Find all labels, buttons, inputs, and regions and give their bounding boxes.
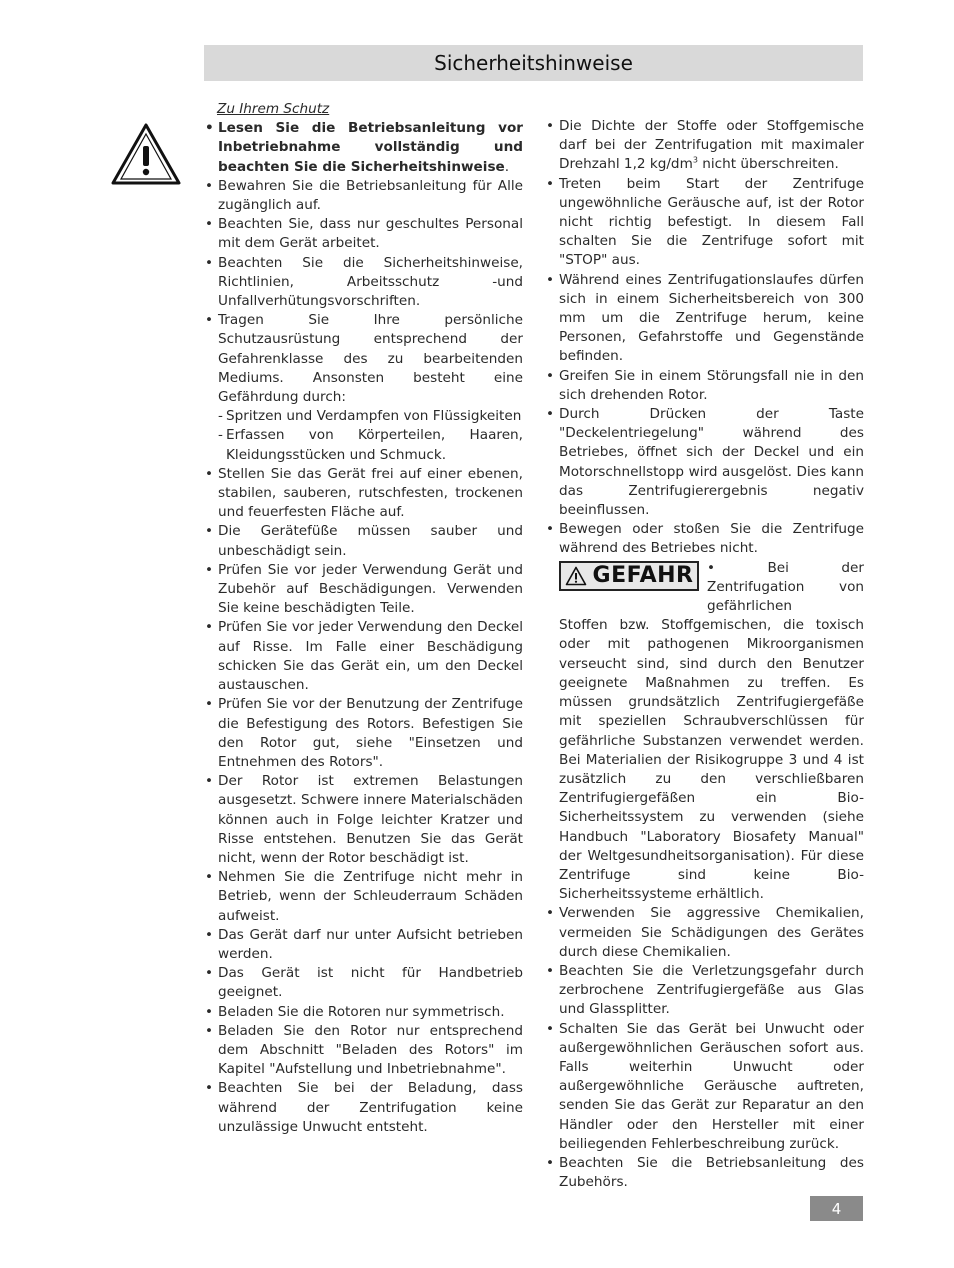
sub-list-item: - Erfassen von Körperteilen, Haaren, Kleidungsstücken und Schmuck.: [218, 427, 523, 463]
list-item: • Greifen Sie in einem Störungsfall nie in den sich drehenden Rotor.: [544, 367, 864, 405]
superscript: 3: [692, 155, 698, 165]
section-header-bar: [204, 45, 863, 81]
list-item: • Lesen Sie die Betriebsanleitung vor Inbetriebnahme vollständig und beachten Sie die Sicherheitshinweise.: [203, 119, 523, 177]
subheading: Zu Ihrem Schutz: [217, 101, 330, 117]
page-title: Sicherheitshinweise: [434, 51, 633, 75]
list-item: • Das Gerät ist nicht für Handbetrieb geeignet.: [203, 964, 523, 1002]
danger-label: GEFAHR: [592, 563, 694, 589]
left-column: [203, 100, 523, 1137]
list-item: • Tragen Sie Ihre persönliche Schutzausrüstung entsprechend der Gefahrenklasse des zu bearbeitenden Mediums. Ansonsten besteht eine Gefährdung durch:: [203, 311, 523, 407]
danger-badge: [559, 561, 699, 591]
list-item: • Stellen Sie das Gerät frei auf einer ebenen, stabilen, sauberen, rutschfesten, trockenen und feuerfesten Fläche auf.: [203, 465, 523, 523]
list-item: • Beachten Sie die Verletzungsgefahr durch zerbrochene Zentrifugiergefäße aus Glas und Glassplitter.: [544, 962, 864, 1020]
list-item: • Bewahren Sie die Betriebsanleitung für Alle zugänglich auf.: [203, 177, 523, 215]
warning-triangle-icon: [110, 122, 182, 186]
list-item: • Die Gerätefüße müssen sauber und unbeschädigt sein.: [203, 522, 523, 560]
list-item: • Prüfen Sie vor jeder Verwendung Gerät und Zubehör auf Beschädigungen. Verwenden Sie keine beschädigten Teile.: [203, 561, 523, 619]
list-item: • Verwenden Sie aggressive Chemikalien, vermeiden Sie Schädigungen des Gerätes durch diese Chemikalien.: [544, 904, 864, 962]
list-item: • Schalten Sie das Gerät bei Unwucht oder außergewöhnlichen Geräuschen sofort aus. Falls weiterhin Unwucht oder außergewöhnliche Geräusche auftreten, senden Sie das Gerät zur Reparatur an den Händler oder den Hersteller mit einer beiliegenden Fehlerbeschreibung zurück.: [544, 1020, 864, 1154]
right-column: [544, 117, 864, 1192]
list-item: • Prüfen Sie vor der Benutzung der Zentrifuge die Befestigung des Rotors. Befestigen Sie den Rotor gut, siehe "Einsetzen und Entnehmen des Rotors".: [203, 695, 523, 772]
danger-text: Stoffen bzw. Stoffgemischen, die toxisch oder mit pathogenen Mikroorganismen verseucht sind, sind durch den Benutzer geeignete Maßnahmen zu treffen. Es müssen grundsätzlich Zentrifugiergefäße mit speziellen Schraubverschlüssen für gefährliche Substanzen verwendet werden. Bei Materialien der Risikogruppe 3 und 4 ist zusätzlich zu den verschließbaren Zentrifugiergefäßen ein Bio-Sicherheitssystem zu verwenden (siehe Handbuch "Laboratory Biosafety Manual" der Weltgesundheitsorganisation). Für diese Zentrifuge sind keine Bio-Sicherheitssysteme erhältlich.: [559, 617, 864, 903]
list-item: • Beladen Sie den Rotor nur entsprechend dem Abschnitt "Beladen des Rotors" im Kapitel "Aufstellung und Inbetriebnahme".: [203, 1022, 523, 1080]
danger-text-start: • Bei der Zentrifugation von gefährlichen: [707, 559, 864, 615]
list-item: • Beachten Sie bei der Beladung, dass während der Zentrifugation keine unzulässige Unwucht entsteht.: [203, 1079, 523, 1137]
danger-notice: [544, 559, 864, 905]
sub-list-item: - Spritzen und Verdampfen von Flüssigkeiten: [218, 408, 522, 425]
list-item: • Prüfen Sie vor jeder Verwendung den Deckel auf Risse. Im Falle einer Beschädigung schicken Sie das Gerät ein, um den Deckel austauschen.: [203, 618, 523, 695]
list-item: • Bewegen oder stoßen Sie die Zentrifuge während des Betriebes nicht.: [544, 520, 864, 558]
list-item: • Beachten Sie die Sicherheitshinweise, Richtlinien, Arbeitsschutz -und Unfallverhütungsvorschriften.: [203, 254, 523, 312]
list-item: • Beladen Sie die Rotoren nur symmetrisch.: [203, 1003, 523, 1022]
warning-triangle-icon: [565, 566, 587, 586]
page-number: 4: [810, 1196, 863, 1221]
list-item: • Beachten Sie, dass nur geschultes Personal mit dem Gerät arbeitet.: [203, 215, 523, 253]
list-item: • Nehmen Sie die Zentrifuge nicht mehr in Betrieb, wenn der Schleuderraum Schäden aufweist.: [203, 868, 523, 926]
list-item: • Beachten Sie die Betriebsanleitung des Zubehörs.: [544, 1154, 864, 1192]
list-item: • Durch Drücken der Taste "Deckelentriegelung" während des Betriebes, öffnet sich der Deckel und ein Motorschnellstopp wird ausgelöst. Dies kann das Zentrifugierergebnis negativ beeinflussen.: [544, 405, 864, 520]
list-item: • Treten beim Start der Zentrifuge ungewöhnliche Geräusche auf, ist der Rotor nicht richtig befestigt. In diesem Fall schalten Sie die Zentrifuge sofort mit "STOP" aus.: [544, 175, 864, 271]
list-item: • Das Gerät darf nur unter Aufsicht betrieben werden.: [203, 926, 523, 964]
list-item: • Die Dichte der Stoffe oder Stoffgemische darf bei der Zentrifugation mit maximaler Drehzahl 1,2 $kg/dm^3$ nicht überschreiten.: [544, 117, 864, 175]
list-item: • Während eines Zentrifugationslaufes dürfen sich in einem Sicherheitsbereich von 300 mm um die Zentrifuge herum, keine Personen, Gefahrstoffe und Gegenstände befinden.: [544, 271, 864, 367]
list-item: • Der Rotor ist extremen Belastungen ausgesetzt. Schwere innere Materialschäden können auch in Folge leichter Kratzer und Risse entstehen. Benutzen Sie das Gerät nicht, wenn der Rotor beschädigt ist.: [203, 772, 523, 868]
